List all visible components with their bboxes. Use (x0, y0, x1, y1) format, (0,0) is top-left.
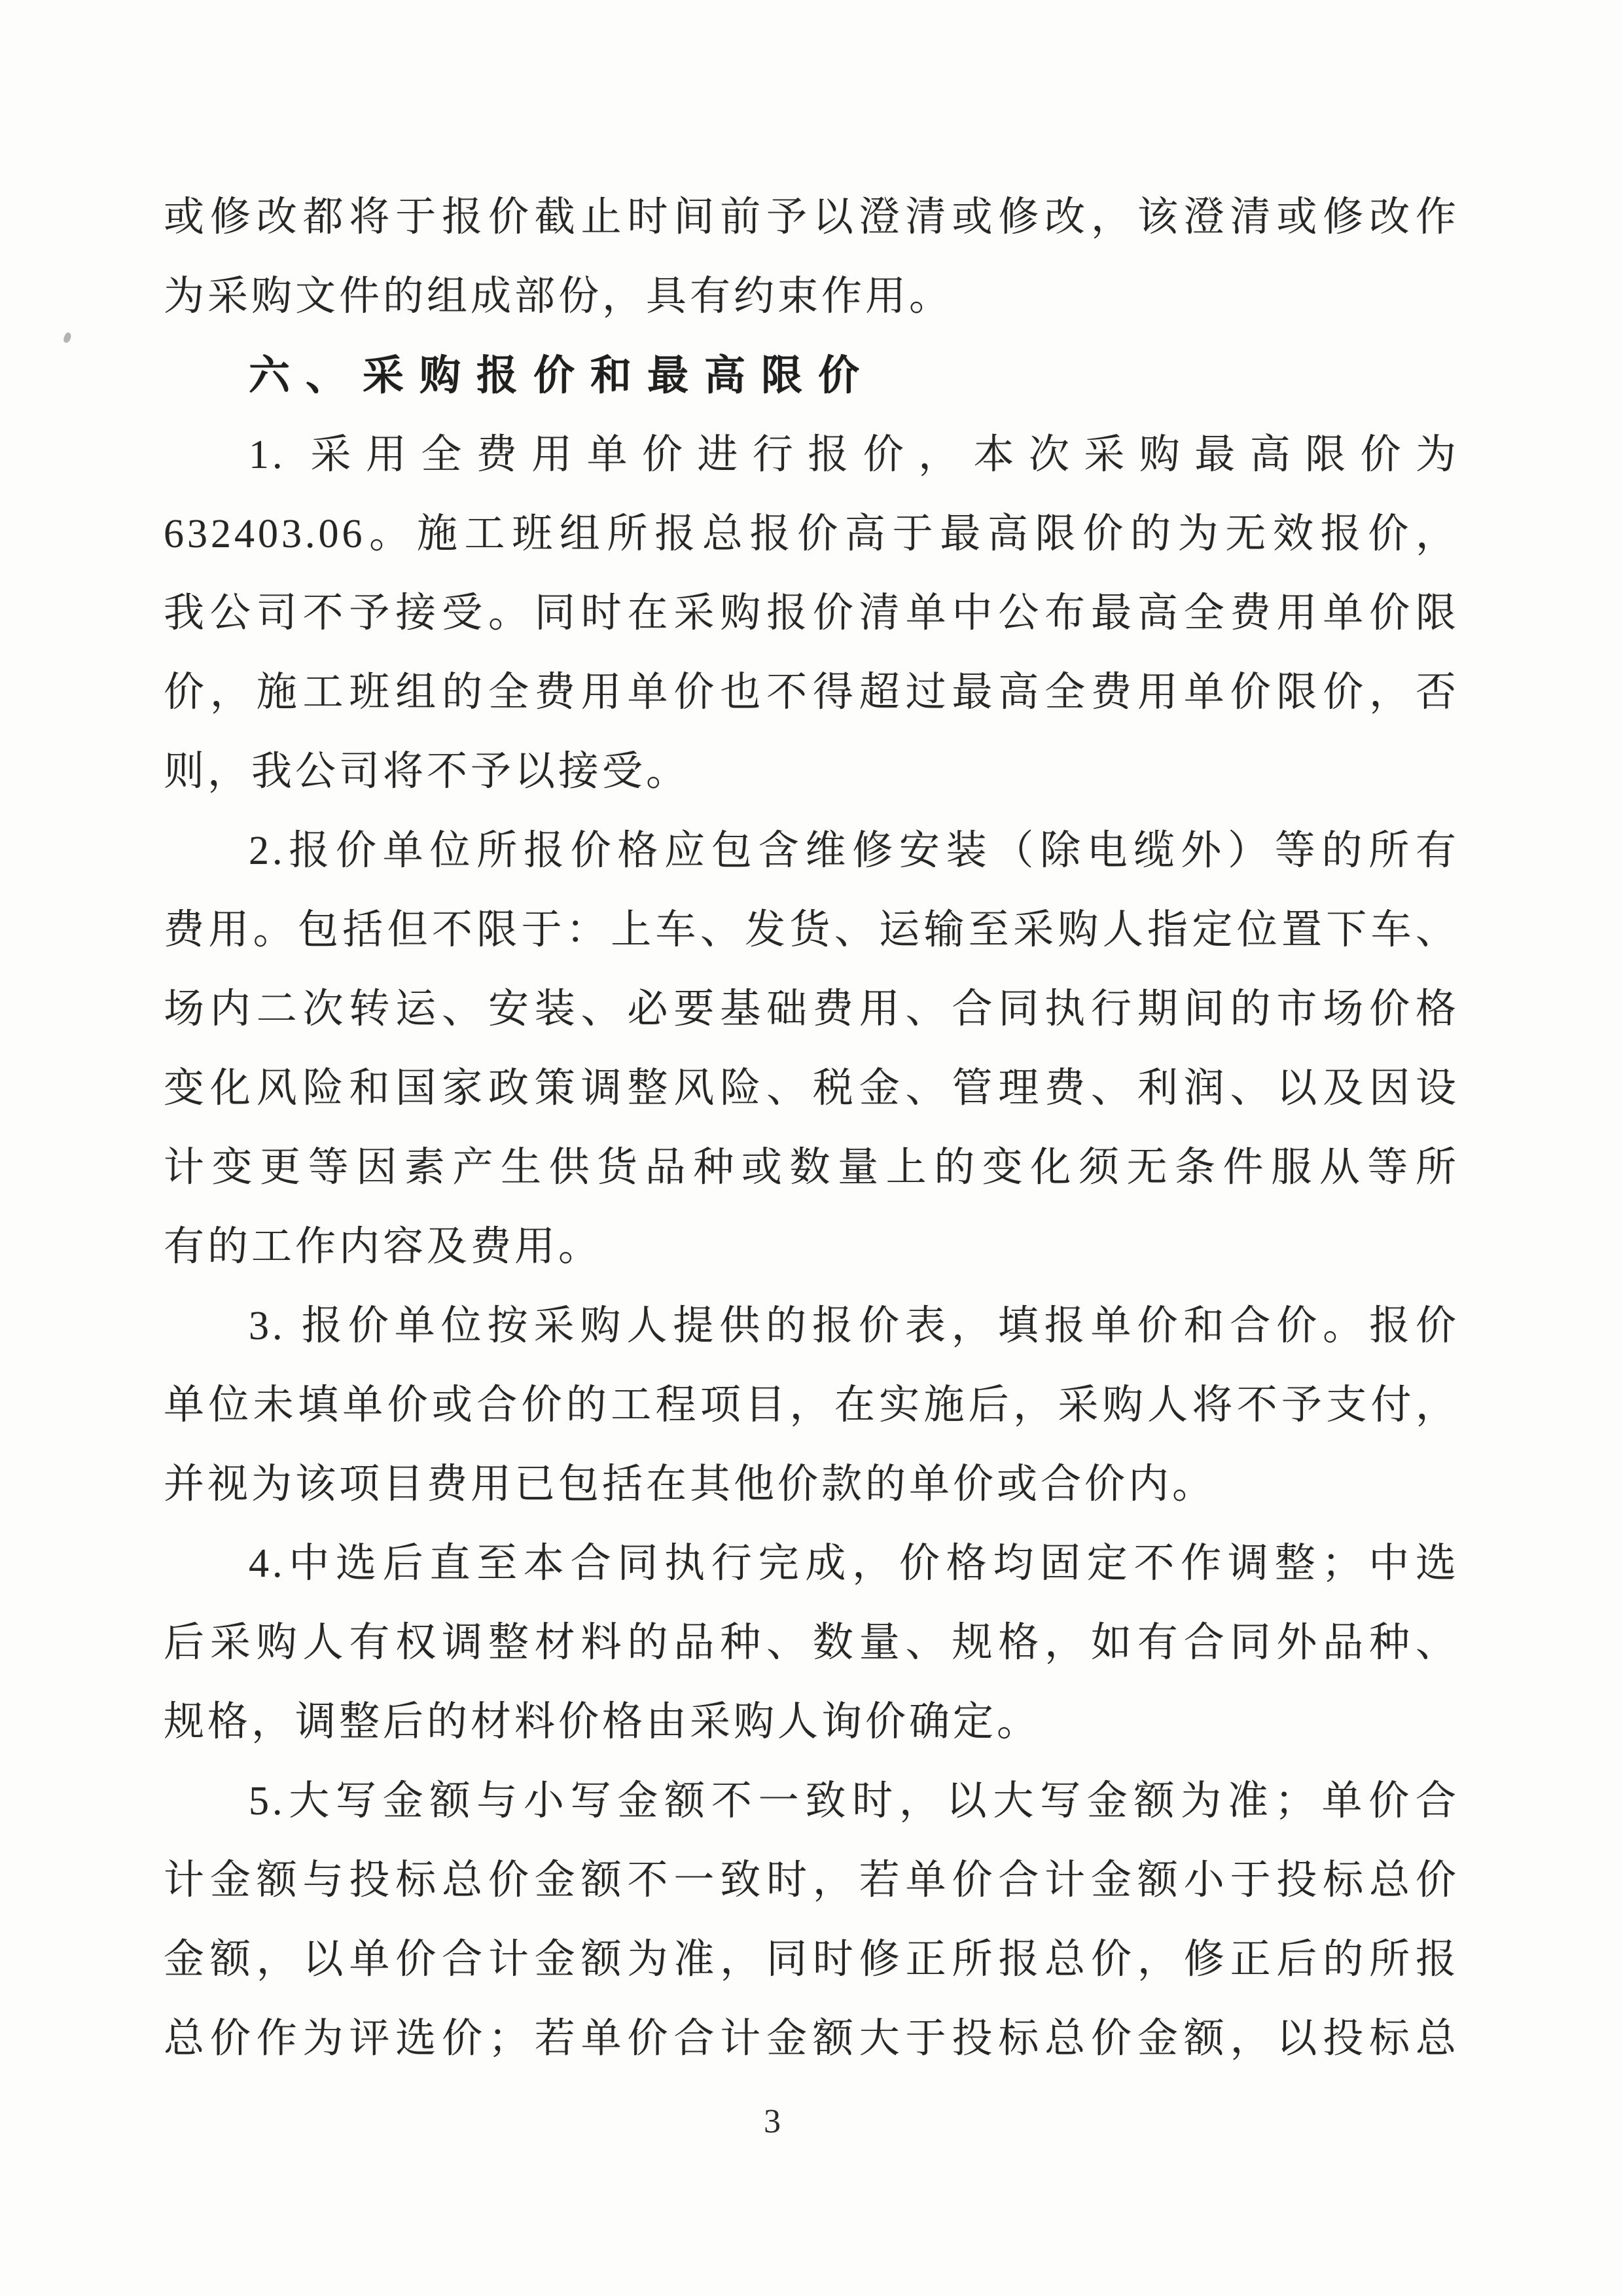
text-line: 场内二次转运、安装、必要基础费用、合同执行期间的市场价格 (164, 987, 1459, 1031)
text-line: 价，施工班组的全费用单价也不得超过最高全费用单价限价，否 (164, 670, 1459, 715)
text-line: 为采购文件的组成部份，具有约束作用。 (164, 274, 954, 319)
text-line: 计变更等因素产生供货品种或数量上的变化须无条件服从等所 (164, 1145, 1459, 1190)
text-line: 总价作为评选价；若单价合计金额大于投标总价金额，以投标总 (164, 2017, 1459, 2061)
text-line: 规格，调整后的材料价格由采购人询价确定。 (164, 1700, 1041, 1744)
text-line: 变化风险和国家政策调整风险、税金、管理费、利润、以及因设 (164, 1066, 1459, 1111)
text-line: 则，我公司将不予以接受。 (164, 749, 690, 794)
text-line: 并视为该项目费用已包括在其他价款的单价或合价内。 (164, 1462, 1217, 1507)
text-line: 632403.06。施工班组所报总报价高于最高限价的为无效报价， (164, 512, 1459, 556)
text-line: 4.中选后直至本合同执行完成，价格均固定不作调整；中选 (249, 1541, 1459, 1586)
text-line: 1. 采用全费用单价进行报价，本次采购最高限价为 (249, 433, 1459, 477)
text-line: 或修改都将于报价截止时间前予以澄清或修改，该澄清或修改作 (164, 195, 1459, 240)
text-line: 计金额与投标总价金额不一致时，若单价合计金额小于投标总价 (164, 1858, 1459, 1903)
text-line: 2.报价单位所报价格应包含维修安装（除电缆外）等的所有 (249, 829, 1459, 873)
text-line: 3. 报价单位按采购人提供的报价表，填报单价和合价。报价 (249, 1304, 1459, 1348)
text-line: 我公司不予接受。同时在采购报价清单中公布最高全费用单价限 (164, 591, 1459, 636)
page-number: 3 (764, 2103, 781, 2140)
text-line: 后采购人有权调整材料的品种、数量、规格，如有合同外品种、 (164, 1621, 1459, 1665)
scan-artifact (62, 332, 73, 344)
text-line: 有的工作内容及费用。 (164, 1225, 603, 1269)
text-line: 金额，以单价合计金额为准，同时修正所报总价，修正后的所报 (164, 1937, 1459, 1982)
text-block (164, 178, 1459, 2079)
text-line: 单位未填单价或合价的工程项目，在实施后，采购人将不予支付， (164, 1383, 1459, 1427)
section-heading: 六、采购报价和最高限价 (249, 353, 875, 399)
text-line: 5.大写金额与小写金额不一致时，以大写金额为准；单价合 (249, 1779, 1459, 1823)
text-line: 费用。包括但不限于：上车、发货、运输至采购人指定位置下车、 (164, 908, 1459, 952)
